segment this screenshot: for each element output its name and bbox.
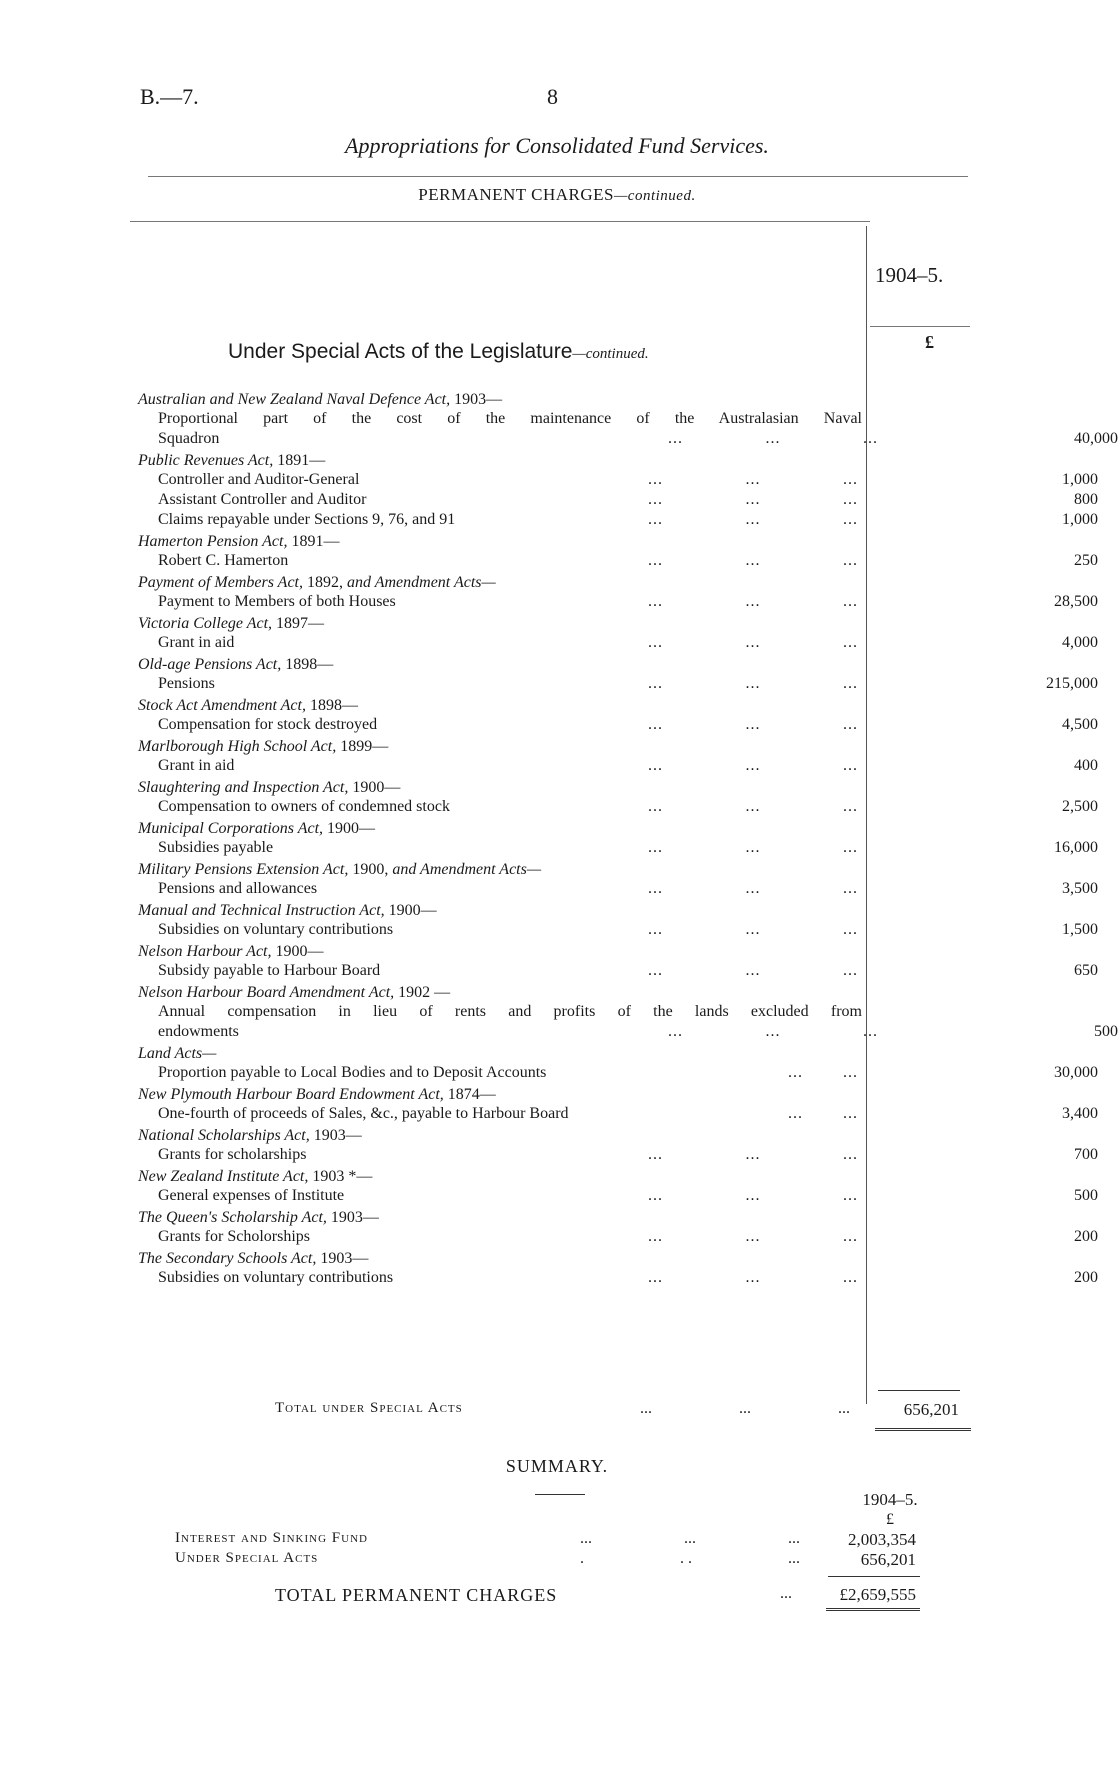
line-item-amount: 500 (1094, 1023, 1118, 1040)
line-item (138, 715, 1098, 735)
page-reference: B.—7. (140, 84, 199, 109)
act-name: The Secondary Schools Act, (138, 1250, 317, 1267)
act-entry (138, 860, 1098, 899)
line-item-label: Proportion payable to Local Bodies and to Deposit Accounts (158, 1064, 547, 1081)
act-name: Payment of Members Act, (138, 574, 303, 591)
act-entry (138, 983, 1118, 1042)
act-title (138, 819, 862, 838)
act-entry (138, 573, 1098, 612)
act-year: 1900, (348, 861, 389, 878)
line-item-amount: 250 (1074, 552, 1098, 569)
line-item-amount: 16,000 (1054, 839, 1098, 856)
summary-title: SUMMARY. (505, 1456, 609, 1476)
act-year: 1903— (309, 1127, 362, 1144)
act-year: 1898— (305, 697, 358, 714)
divider (535, 1494, 585, 1495)
act-name-suffix: and Amendment Acts— (343, 574, 496, 591)
act-name: New Plymouth Harbour Board Endowment Act, (138, 1086, 444, 1103)
act-name: Public Revenues Act, (138, 452, 274, 469)
act-year: 1897— (272, 615, 325, 632)
act-year: 1903— (316, 1250, 369, 1267)
double-rule (875, 1428, 971, 1431)
act-title (138, 1085, 862, 1104)
summary-year: 1904–5. (862, 1490, 918, 1509)
act-entry (138, 696, 1098, 735)
line-item (138, 1186, 1098, 1206)
act-name: Victoria College Act, (138, 615, 273, 632)
line-item (138, 1145, 1098, 1165)
act-entry (138, 1044, 1098, 1083)
line-item-label: Robert C. Hamerton (158, 552, 289, 569)
act-entry (138, 451, 1098, 530)
line-item-amount: 1,000 (1062, 471, 1098, 488)
act-entry (138, 901, 1098, 940)
act-entry (138, 1126, 1098, 1165)
line-item-label: Pensions (158, 675, 215, 692)
act-year: 1892, (303, 574, 343, 591)
leader-dots: ... ... ... (648, 921, 858, 938)
line-item (138, 1268, 1098, 1288)
line-item-amount: 800 (1074, 491, 1098, 508)
appropriation-list (138, 390, 1118, 1290)
act-name: Stock Act Amendment Act, (138, 697, 306, 714)
act-name: Military Pensions Extension Act, (138, 861, 349, 878)
act-entry (138, 737, 1098, 776)
line-item-label: Assistant Controller and Auditor (158, 491, 367, 508)
summary-row-label: Interest and Sinking Fund (175, 1530, 368, 1546)
line-item (138, 838, 1098, 858)
line-item-amount: 1,500 (1062, 921, 1098, 938)
line-item-label: Squadron (158, 430, 220, 447)
line-item-label: Claims repayable under Sections 9, 76, and 91 (158, 511, 456, 528)
act-name: The Queen's Scholarship Act, (138, 1209, 327, 1226)
line-item-label: Grants for scholarships (158, 1146, 307, 1163)
total-label: Total under Special Acts (275, 1400, 463, 1416)
summary-row-amount: 656,201 (860, 1550, 916, 1569)
line-item (138, 1002, 1118, 1042)
leader-dots: ... ... ... (648, 634, 858, 651)
leader-dots: ... ... ... (648, 511, 858, 528)
act-name: Old-age Pensions Act, (138, 656, 282, 673)
act-year: 1902 — (394, 984, 451, 1001)
act-name: Municipal Corporations Act, (138, 820, 324, 837)
line-item-amount: 3,400 (1062, 1105, 1098, 1122)
grand-total-amount: £2,659,555 (839, 1585, 916, 1604)
act-year: 1891— (273, 452, 326, 469)
act-year: 1903 *— (308, 1168, 373, 1185)
leader-dots: ... ... ... (648, 552, 858, 569)
leader-dots: ... ... ... (648, 1228, 858, 1245)
act-title (138, 1208, 862, 1227)
line-item-amount: 1,000 (1062, 511, 1098, 528)
act-entry (138, 819, 1098, 858)
line-item-amount: 400 (1074, 757, 1098, 774)
leader-dots: ... ... ... (580, 1530, 800, 1547)
leader-dots: ... ... ... (648, 593, 858, 610)
page-number: 8 (547, 84, 558, 109)
line-item (138, 1227, 1098, 1247)
line-item-label: Grants for Scholorships (158, 1228, 310, 1245)
double-rule (826, 1608, 920, 1611)
line-item-label: One-fourth of proceeds of Sales, &c., payable to Harbour Board (158, 1105, 569, 1122)
grand-total-label: TOTAL PERMANENT CHARGES (275, 1585, 558, 1605)
leader-dots: . . . ... (580, 1550, 800, 1567)
act-entry (138, 778, 1098, 817)
line-item-label: Subsidies on voluntary contributions (158, 921, 394, 938)
line-item (138, 920, 1098, 940)
act-entry (138, 614, 1098, 653)
act-year: 1891— (287, 533, 340, 550)
leader-dots: ... ... ... (648, 675, 858, 692)
leader-dots: ... (780, 1585, 792, 1602)
line-item (138, 470, 1098, 490)
leader-dots: ... ... ... (648, 716, 858, 733)
line-item-label: Grant in aid (158, 757, 235, 774)
act-year: 1900— (348, 779, 401, 796)
line-item-label: Controller and Auditor-General (158, 471, 360, 488)
act-title (138, 532, 862, 551)
act-entry (138, 1249, 1098, 1288)
line-item-label: Payment to Members of both Houses (158, 593, 396, 610)
act-year: 1900— (323, 820, 376, 837)
leader-dots: ... ... ... (648, 757, 858, 774)
divider (130, 221, 870, 222)
line-item-label: Annual compensation in lieu of rents and profits of the lands excluded from (158, 1003, 862, 1020)
act-entry (138, 390, 1118, 449)
leader-dots: ... ... ... (648, 798, 858, 815)
line-item-amount: 4,000 (1062, 634, 1098, 651)
section-heading: Under Special Acts of the Legislature—continued. (228, 340, 649, 363)
summary-row-label: Under Special Acts (175, 1550, 319, 1566)
act-title (138, 942, 862, 961)
divider (870, 326, 970, 327)
act-title (138, 451, 862, 470)
act-entry (138, 1208, 1098, 1247)
divider (828, 1576, 920, 1577)
line-item-amount: 30,000 (1054, 1064, 1098, 1081)
act-title (138, 860, 862, 879)
act-name: Australian and New Zealand Naval Defence Act, (138, 391, 451, 408)
line-item-label: General expenses of Institute (158, 1187, 345, 1204)
column-rule (866, 226, 867, 1404)
line-item-label: endowments (158, 1023, 239, 1040)
line-item-label: Compensation for stock destroyed (158, 716, 378, 733)
divider (148, 176, 968, 177)
act-year: 1900— (384, 902, 437, 919)
act-name: Nelson Harbour Board Amendment Act, (138, 984, 395, 1001)
line-item-label: Grant in aid (158, 634, 235, 651)
act-title (138, 1126, 862, 1145)
act-entry (138, 942, 1098, 981)
line-item-amount: 650 (1074, 962, 1098, 979)
leader-dots: ... ... (788, 1064, 858, 1081)
line-item (138, 879, 1098, 899)
leader-dots: ... ... ... (648, 471, 858, 488)
line-item-amount: 700 (1074, 1146, 1098, 1163)
leader-dots: ... ... ... (648, 880, 858, 897)
act-name: National Scholarships Act, (138, 1127, 310, 1144)
line-item-amount: 4,500 (1062, 716, 1098, 733)
act-entry (138, 1085, 1098, 1124)
line-item-amount: 500 (1074, 1187, 1098, 1204)
act-title (138, 901, 862, 920)
line-item-amount: 40,000 (1074, 430, 1118, 447)
column-currency: £ (925, 332, 934, 352)
act-year: 1903— (450, 391, 503, 408)
act-title (138, 696, 862, 715)
act-title (138, 573, 862, 592)
act-entry (138, 1167, 1098, 1206)
line-item (138, 1104, 1098, 1124)
leader-dots: ... ... ... (668, 1023, 878, 1040)
line-item-amount: 200 (1074, 1228, 1098, 1245)
page-title: Appropriations for Consolidated Fund Services. (345, 133, 769, 158)
divider (878, 1390, 960, 1391)
leader-dots: ... ... ... (648, 1146, 858, 1163)
act-name: Hamerton Pension Act, (138, 533, 288, 550)
line-item-amount: 200 (1074, 1269, 1098, 1286)
act-year: 1874— (443, 1086, 496, 1103)
leader-dots: ... ... (788, 1105, 858, 1122)
line-item (138, 961, 1098, 981)
total-amount: 656,201 (903, 1400, 959, 1419)
act-entry (138, 532, 1098, 571)
line-item (138, 510, 1098, 530)
act-year: 1900— (271, 943, 324, 960)
act-name: Slaughtering and Inspection Act, (138, 779, 349, 796)
act-title (138, 778, 862, 797)
line-item-label: Compensation to owners of condemned stock (158, 798, 450, 815)
leader-dots: ... ... ... (668, 430, 878, 447)
line-item-amount: 215,000 (1046, 675, 1098, 692)
leader-dots: ... ... ... (648, 491, 858, 508)
act-title (138, 390, 862, 409)
leader-dots: ... ... ... (648, 1269, 858, 1286)
summary-row-amount: 2,003,354 (848, 1530, 916, 1549)
line-item (138, 409, 1118, 449)
column-year: 1904–5. (875, 263, 944, 287)
act-entry (138, 655, 1098, 694)
act-title (138, 1044, 862, 1063)
line-item-amount: 2,500 (1062, 798, 1098, 815)
act-year: 1903— (326, 1209, 379, 1226)
act-name: Manual and Technical Instruction Act, (138, 902, 385, 919)
act-title (138, 1167, 862, 1186)
leader-dots: ... ... ... (648, 839, 858, 856)
line-item-label: Pensions and allowances (158, 880, 318, 897)
line-item-amount: 28,500 (1054, 593, 1098, 610)
act-name: Nelson Harbour Act, (138, 943, 272, 960)
act-name: Land Acts— (138, 1045, 217, 1062)
line-item (138, 592, 1098, 612)
act-name: Marlborough High School Act, (138, 738, 337, 755)
act-year: 1899— (336, 738, 389, 755)
leader-dots: ... ... ... (648, 1187, 858, 1204)
line-item (138, 1063, 1098, 1083)
line-item (138, 490, 1098, 510)
line-item-label: Subsidies payable (158, 839, 274, 856)
line-item-label: Proportional part of the cost of the maintenance of the Australasian Naval (158, 410, 862, 427)
act-title (138, 614, 862, 633)
line-item-label: Subsidies on voluntary contributions (158, 1269, 394, 1286)
act-year: 1898— (281, 656, 334, 673)
summary-currency: £ (886, 1511, 894, 1528)
leader-dots: ... ... ... (640, 1400, 850, 1417)
line-item (138, 633, 1098, 653)
act-title (138, 737, 862, 756)
leader-dots: ... ... ... (648, 962, 858, 979)
act-name-suffix: and Amendment Acts— (388, 861, 542, 878)
line-item-label: Subsidy payable to Harbour Board (158, 962, 381, 979)
page-subtitle: PERMANENT CHARGES—continued. (418, 185, 696, 204)
act-name: New Zealand Institute Act, (138, 1168, 309, 1185)
line-item-amount: 3,500 (1062, 880, 1098, 897)
act-title (138, 983, 862, 1002)
line-item (138, 756, 1098, 776)
line-item (138, 797, 1098, 817)
line-item (138, 674, 1098, 694)
line-item (138, 551, 1098, 571)
act-title (138, 655, 862, 674)
act-title (138, 1249, 862, 1268)
